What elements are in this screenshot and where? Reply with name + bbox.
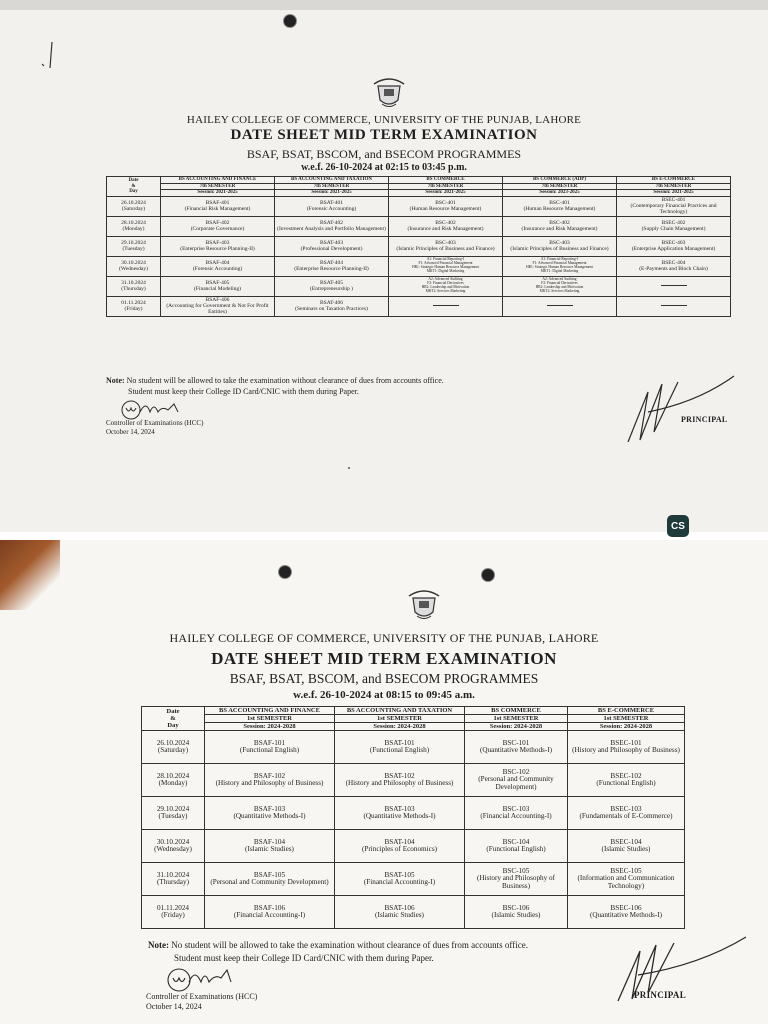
course-code: BSAF-406	[205, 296, 230, 303]
course-code: BSAT-403	[319, 239, 344, 246]
course-code: BSC-401	[435, 199, 456, 206]
session-header: Session: 2023-2025	[503, 190, 617, 197]
subject-cell	[161, 216, 275, 236]
elective-line: A1: Financial Reporting-I	[426, 257, 465, 262]
subject-cell	[503, 276, 617, 296]
subject-cell	[568, 863, 685, 896]
course-code: BSAF-106	[253, 903, 286, 912]
course-code: BSAF-101	[253, 738, 286, 747]
elective-line: F2: Financial Derivatives	[541, 281, 578, 286]
date-cell	[107, 236, 161, 256]
blank-dash	[547, 305, 573, 306]
elective-line: MKT2: Services Marketing	[425, 288, 466, 293]
subject-cell	[503, 256, 617, 276]
subject-cell	[275, 236, 389, 256]
note-line-1	[106, 376, 444, 385]
note-text-dues: No student will be allowed to take the examination without clearance of dues from accounts office.	[126, 376, 444, 385]
course-title: (Financial Accounting-I)	[480, 812, 552, 821]
course-code: BSEC-105	[610, 866, 642, 875]
course-code: BSC-402	[435, 219, 456, 226]
course-title: (Quantitative Methods-I)	[233, 812, 306, 821]
course-title: (Quantitative Methods-I)	[363, 812, 436, 821]
note-label: Note:	[148, 940, 169, 950]
course-title: (Quantitative Methods-I)	[479, 746, 553, 755]
date-header-line: Date	[128, 178, 139, 183]
date-header-line: Date	[166, 708, 180, 715]
course-title: (Fundamentals of E-Commerce)	[579, 812, 673, 821]
institution-name: HAILEY COLLEGE OF COMMERCE, UNIVERSITY OF THE PUNJAB, LAHORE	[169, 631, 599, 645]
exam-day: (Saturday)	[121, 206, 146, 212]
elective-line: MKT2: Services Marketing	[539, 288, 580, 293]
camscanner-icon: CS	[667, 515, 689, 537]
date-cell	[107, 216, 161, 236]
exam-date: 26.10.2024	[156, 738, 190, 747]
course-code: BSEC-104	[610, 837, 642, 846]
course-title: (Human Resource Management)	[409, 206, 482, 212]
exam-day: (Tuesday)	[158, 812, 188, 821]
semester-header: 7th SEMESTER	[275, 183, 389, 190]
header-row-programme	[142, 707, 685, 715]
date-cell	[142, 731, 205, 764]
table-row	[142, 797, 685, 830]
course-title: (Financial Accounting-I)	[233, 911, 306, 920]
table-row	[107, 296, 731, 316]
course-code: BSC-104	[502, 837, 530, 846]
course-code: BSAF-401	[205, 199, 230, 206]
session-header: Session: 2021-2025	[275, 190, 389, 197]
institution-name: HAILEY COLLEGE OF COMMERCE, UNIVERSITY OF THE PUNJAB, LAHORE	[186, 114, 582, 126]
course-code: BSAT-402	[319, 219, 344, 226]
programme-header: BS E-COMMERCE	[568, 707, 685, 715]
session-header: Session: 2021-2025	[617, 190, 731, 197]
date-cell	[142, 863, 205, 896]
programme-header: BS COMMERCE	[465, 707, 568, 715]
date-header-line: Day	[129, 189, 138, 194]
exam-date: 29.10.2024	[121, 239, 146, 246]
semester-header: 7th SEMESTER	[389, 183, 503, 190]
course-title: (Functional English)	[486, 845, 546, 854]
date-header-line: &	[131, 183, 136, 189]
subject-cell	[205, 896, 335, 929]
course-code: BSAT-104	[384, 837, 415, 846]
note-text-dues: No student will be allowed to take the examination without clearance of dues from accounts office.	[171, 940, 528, 950]
subject-cell	[161, 296, 275, 316]
table-row	[107, 196, 731, 216]
elective-line: F1: Advanced Financial Management	[532, 261, 587, 266]
subject-cell	[275, 196, 389, 216]
course-title: (Accounting for Government & Not For Profit Entities)	[166, 302, 269, 316]
date-cell	[107, 276, 161, 296]
table-row	[107, 216, 731, 236]
course-title: (Contemporary Financial Practices and Technology)	[630, 202, 717, 216]
course-code: BSEC-401	[661, 196, 686, 203]
programme-header: BS ACCOUNTING AND FINANCE	[205, 707, 335, 715]
course-title: (History and Philosophy of Business)	[345, 779, 454, 788]
exam-day: (Thursday)	[157, 878, 189, 887]
course-title: (Insurance and Risk Management)	[521, 226, 598, 232]
elective-line: HR2: Leadership and Motivation	[535, 285, 584, 289]
semester-header: 1st SEMESTER	[568, 715, 685, 723]
session-header: Session: 2024-2028	[205, 723, 335, 731]
exam-date: 30.10.2024	[121, 259, 146, 266]
course-code: BSAF-104	[253, 837, 286, 846]
subject-cell	[617, 276, 731, 296]
table-row	[142, 764, 685, 797]
course-code: BSAT-406	[319, 299, 344, 306]
semester-header: 7th SEMESTER	[617, 183, 731, 190]
exam-day: (Friday)	[124, 306, 143, 312]
course-title: (Functional English)	[369, 746, 430, 755]
subject-cell	[161, 236, 275, 256]
subject-cell	[465, 797, 568, 830]
subject-cell	[617, 296, 731, 316]
subject-cell	[503, 196, 617, 216]
subject-cell	[465, 863, 568, 896]
course-code: BSEC-403	[661, 239, 686, 246]
elective-line: MKT1: Digital Marketing	[426, 268, 465, 273]
exam-day: (Monday)	[158, 779, 188, 788]
punch-hole	[283, 14, 297, 28]
subject-cell	[617, 216, 731, 236]
date-cell	[107, 196, 161, 216]
semester-header: 1st SEMESTER	[205, 715, 335, 723]
date-header-line: Day	[167, 722, 179, 730]
date-day-header	[142, 707, 205, 731]
subject-cell	[568, 896, 685, 929]
subject-cell	[389, 276, 503, 296]
controller-date: October 14, 2024	[106, 428, 155, 437]
subject-cell	[389, 196, 503, 216]
elective-line: HR1: Strategic Human Resource Management	[412, 265, 479, 269]
exam-day: (Monday)	[122, 226, 145, 232]
punch-hole	[278, 565, 292, 579]
course-title: (Islamic Principles of Business and Finance)	[396, 246, 495, 252]
course-title: (Personal and Community Development)	[210, 878, 329, 887]
course-code: BSAF-405	[205, 279, 230, 286]
elective-line: HR2: Leadership and Motivation	[421, 285, 470, 289]
course-code: BSC-103	[502, 804, 530, 813]
elective-line: HR1: Strategic Human Resource Management	[526, 265, 593, 269]
session-header: Session: 2021-2025	[161, 190, 275, 197]
subject-cell	[205, 830, 335, 863]
course-title: (Islamic Studies)	[601, 845, 651, 854]
course-title: (Quantitative Methods-I)	[589, 911, 663, 920]
subject-cell	[465, 830, 568, 863]
exam-day: (Wednesday)	[119, 266, 148, 272]
exam-day: (Saturday)	[157, 746, 189, 755]
course-code: BSC-101	[502, 738, 530, 747]
note-text-id-card: Student must keep their College ID Card/CNIC with them during Paper.	[174, 953, 434, 963]
course-code: BSC-105	[502, 866, 530, 875]
course-title: (Islamic Studies)	[375, 911, 424, 920]
table-row	[142, 896, 685, 929]
course-title: (Personal and Community Development)	[478, 775, 554, 792]
semester-header: 7th SEMESTER	[503, 183, 617, 190]
subject-cell	[335, 764, 465, 797]
scan-speck	[348, 467, 350, 469]
subject-cell	[503, 216, 617, 236]
controller-block	[146, 992, 257, 1013]
exam-time-line: w.e.f. 26-10-2024 at 08:15 to 09:45 a.m.	[293, 689, 475, 701]
course-code: BSC-102	[502, 767, 530, 776]
blank-dash	[661, 285, 687, 286]
controller-signature-icon	[163, 964, 243, 994]
course-title: (Islamic Studies)	[491, 911, 541, 920]
subject-cell	[205, 797, 335, 830]
course-title: (Enterprise Resource Planning-II)	[180, 246, 255, 252]
exam-time-line: w.e.f. 26-10-2024 at 02:15 to 03:45 p.m.	[301, 162, 467, 173]
subject-cell	[335, 797, 465, 830]
session-header: Session: 2024-2028	[335, 723, 465, 731]
controller-date: October 14, 2024	[146, 1002, 202, 1012]
elective-line: A2: Advanced Auditing	[428, 277, 463, 282]
semester-header: 1st SEMESTER	[465, 715, 568, 723]
programme-header: BS ACCOUNTING AND TAXATION	[275, 177, 389, 184]
session-header: Session: 2024-2028	[568, 723, 685, 731]
exam-date: 31.10.2024	[121, 279, 146, 286]
course-title: (Entrepreneurship )	[310, 286, 353, 292]
note-text-id-card: Student must keep their College ID Card/CNIC with them during Paper.	[128, 387, 359, 396]
course-title: (Financial Risk Management)	[184, 206, 251, 212]
course-title: (Financial Accounting-I)	[363, 878, 436, 887]
table-row	[107, 276, 731, 296]
course-title: (Professional Development)	[300, 246, 363, 252]
subject-cell	[389, 296, 503, 316]
subject-cell	[617, 196, 731, 216]
programme-header: BS COMMERCE	[389, 177, 503, 184]
exam-date: 31.10.2024	[156, 870, 190, 879]
blank-dash	[433, 305, 459, 306]
subject-cell	[205, 863, 335, 896]
course-title: (Seminars on Taxation Practices)	[295, 306, 368, 312]
programmes-subtitle: BSAF, BSAT, BSCOM, and BSECOM PROGRAMMES	[246, 147, 522, 161]
course-code: BSAF-105	[253, 870, 286, 879]
scan-top-edge	[0, 0, 768, 10]
date-sheet-table	[106, 176, 731, 317]
subject-cell	[161, 256, 275, 276]
course-code: BSC-403	[549, 239, 570, 246]
subject-cell	[275, 216, 389, 236]
date-cell	[142, 896, 205, 929]
programme-header: BS COMMERCE (ADP)	[503, 177, 617, 184]
course-code: BSAT-103	[384, 804, 415, 813]
course-code: BSEC-106	[610, 903, 642, 912]
principal-label: PRINCIPAL	[634, 990, 687, 1000]
header-row-semester	[142, 715, 685, 723]
course-code: BSAF-403	[205, 239, 230, 246]
page-title: DATE SHEET MID TERM EXAMINATION	[230, 127, 538, 143]
subject-cell	[335, 830, 465, 863]
course-code: BSAT-404	[319, 259, 344, 266]
elective-line: MKT1: Digital Marketing	[540, 268, 579, 273]
programme-header: BS ACCOUNTING AND FINANCE	[161, 177, 275, 184]
course-code: BSAF-402	[205, 219, 230, 226]
course-code: BSAT-101	[384, 738, 415, 747]
course-title: (Supply Chain Management)	[641, 226, 706, 232]
subject-cell	[389, 256, 503, 276]
subject-cell	[617, 256, 731, 276]
subject-cell	[465, 731, 568, 764]
semester-header: 7th SEMESTER	[161, 183, 275, 190]
course-title: (Financial Modeling)	[194, 286, 241, 292]
course-code: BSEC-103	[610, 804, 642, 813]
subject-cell	[275, 296, 389, 316]
subject-cell	[335, 731, 465, 764]
exam-date: 28.10.2024	[121, 219, 146, 226]
course-code: BSAF-103	[253, 804, 286, 813]
date-cell	[107, 256, 161, 276]
course-code: BSC-403	[435, 239, 456, 246]
exam-day: (Wednesday)	[154, 845, 192, 854]
university-crest-icon	[372, 74, 406, 110]
course-title: (Forensic Accounting)	[192, 266, 243, 272]
session-header: Session: 2021-2025	[389, 190, 503, 197]
page-title: DATE SHEET MID TERM EXAMINATION	[211, 649, 557, 668]
programme-header: BS ACCOUNTING AND TAXATION	[335, 707, 465, 715]
note-line-1	[148, 940, 528, 950]
course-code: BSEC-404	[661, 259, 686, 266]
course-title: (E-Payments and Block Chain)	[639, 266, 708, 272]
exam-date: 01.11.2024	[156, 903, 190, 912]
course-title: (Investment Analysis and Portfolio Management)	[277, 226, 386, 232]
course-code: BSAT-102	[384, 771, 415, 780]
course-code: BSC-402	[549, 219, 570, 226]
subject-cell	[161, 196, 275, 216]
course-code: BSAT-105	[384, 870, 415, 879]
date-cell	[107, 296, 161, 316]
exam-day: (Thursday)	[121, 286, 146, 292]
header-row-session	[142, 723, 685, 731]
course-title: (History and Philosophy of Business)	[476, 874, 556, 891]
subject-cell	[568, 764, 685, 797]
course-title: (Information and Communication Technology)	[577, 874, 675, 891]
course-title: (Enterprise Application Management)	[631, 246, 716, 252]
date-sheet-page-1st-semester	[0, 540, 768, 1024]
university-crest-icon	[407, 586, 441, 622]
course-code: BSAT-106	[384, 903, 415, 912]
subject-cell	[503, 296, 617, 316]
table-row	[142, 731, 685, 764]
table-row	[107, 256, 731, 276]
controller-block	[106, 419, 203, 437]
date-cell	[142, 830, 205, 863]
date-day-header	[107, 177, 161, 197]
subject-cell	[389, 236, 503, 256]
exam-date: 28.10.2024	[156, 771, 190, 780]
table-row	[142, 863, 685, 896]
controller-title: Controller of Examinations (HCC)	[146, 992, 258, 1001]
subject-cell	[465, 896, 568, 929]
subject-cell	[503, 236, 617, 256]
programmes-subtitle: BSAF, BSAT, BSCOM, and BSECOM PROGRAMMES	[229, 671, 539, 686]
session-header: Session: 2024-2028	[465, 723, 568, 731]
date-sheet-table	[141, 706, 685, 929]
principal-label: PRINCIPAL	[681, 415, 728, 424]
subject-cell	[161, 276, 275, 296]
course-title: (Corporate Governance)	[190, 226, 245, 232]
subject-cell	[205, 731, 335, 764]
course-title: (Islamic Studies)	[245, 845, 294, 854]
course-code: BSEC-101	[610, 738, 642, 747]
principal-signature-icon	[618, 372, 738, 446]
controller-title: Controller of Examinations (HCC)	[106, 419, 204, 427]
subject-cell	[205, 764, 335, 797]
course-title: (Enterprise Resource Planning-II)	[294, 266, 369, 272]
course-title: (Functional English)	[596, 779, 656, 788]
date-cell	[142, 764, 205, 797]
exam-date: 29.10.2024	[156, 804, 190, 813]
subject-cell	[568, 797, 685, 830]
subject-cell	[465, 764, 568, 797]
course-code: BSAT-405	[319, 279, 344, 286]
semester-header: 1st SEMESTER	[335, 715, 465, 723]
course-code: BSEC-102	[610, 771, 642, 780]
elective-line: F2: Financial Derivatives	[427, 281, 464, 286]
programme-header: BS E-COMMERCE	[617, 177, 731, 184]
course-title: (Forensic Accounting)	[306, 206, 357, 212]
course-title: (History and Philosophy of Business)	[215, 779, 324, 788]
corner-mark-icon	[38, 40, 58, 72]
date-header-line: &	[170, 715, 176, 723]
course-title: (Principles of Economics)	[361, 845, 438, 854]
table-row	[107, 236, 731, 256]
punch-hole	[481, 568, 495, 582]
subject-cell	[568, 830, 685, 863]
subject-cell	[389, 216, 503, 236]
subject-cell	[568, 731, 685, 764]
note-label: Note:	[106, 376, 125, 385]
course-code: BSC-401	[549, 199, 570, 206]
elective-line: A1: Financial Reporting-I	[540, 257, 579, 262]
course-title: (History and Philosophy of Business)	[572, 746, 680, 755]
date-cell	[142, 797, 205, 830]
course-code: BSEC-402	[661, 219, 686, 226]
subject-cell	[275, 276, 389, 296]
course-code: BSAF-102	[253, 771, 286, 780]
course-title: (Insurance and Risk Management)	[407, 226, 484, 232]
exam-day: (Tuesday)	[122, 246, 145, 252]
course-title: (Islamic Principles of Business and Finance)	[510, 246, 609, 252]
scan-edge-shadow	[0, 540, 60, 610]
course-title: (Functional English)	[239, 746, 300, 755]
course-code: BSAF-404	[205, 259, 230, 266]
subject-cell	[335, 896, 465, 929]
subject-cell	[275, 256, 389, 276]
elective-line: F1: Advanced Financial Management	[418, 261, 473, 266]
course-title: (Human Resource Management)	[523, 206, 596, 212]
subject-cell	[617, 236, 731, 256]
course-code: BSAT-401	[319, 199, 344, 206]
exam-date: 01.11.2024	[121, 299, 146, 306]
exam-date: 30.10.2024	[156, 837, 190, 846]
table-row	[142, 830, 685, 863]
elective-line: A2: Advanced Auditing	[542, 277, 577, 282]
subject-cell	[335, 863, 465, 896]
exam-day: (Friday)	[161, 911, 185, 920]
blank-dash	[661, 305, 687, 306]
course-code: BSC-106	[502, 903, 530, 912]
exam-date: 26.10.2024	[121, 199, 146, 206]
